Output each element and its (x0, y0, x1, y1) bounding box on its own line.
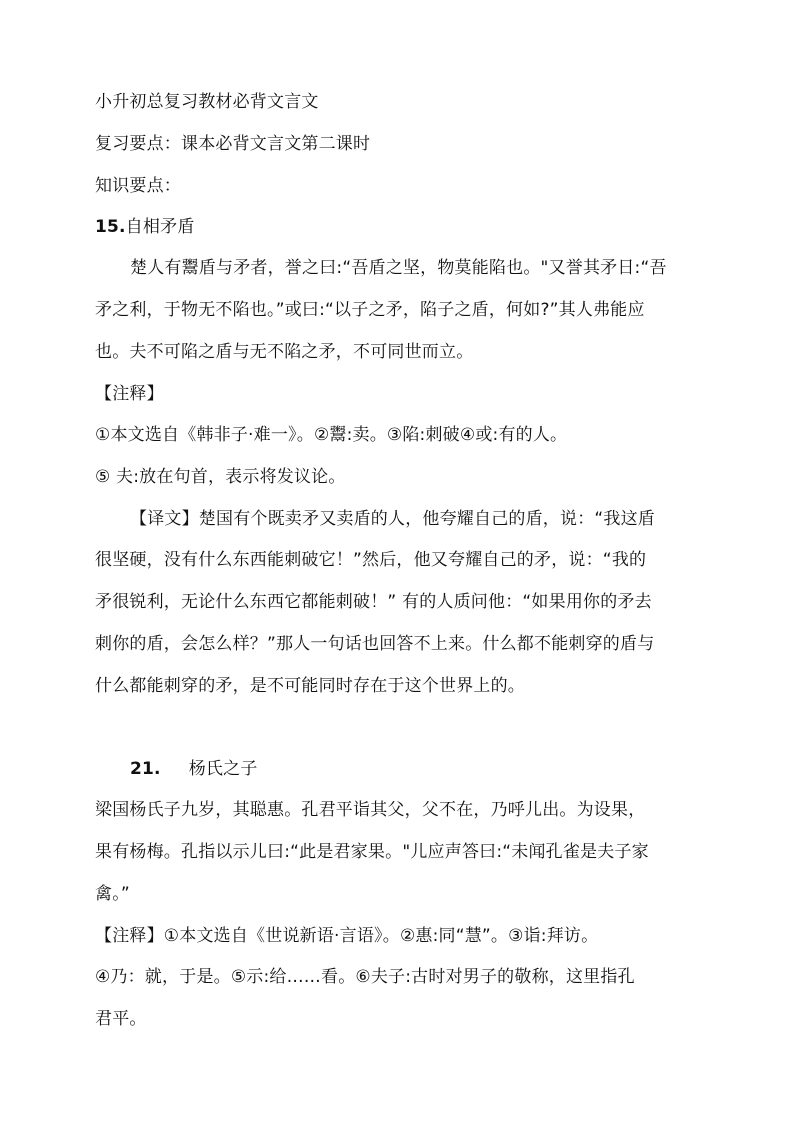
lesson-15-notes-heading: 【注释】 (95, 384, 164, 404)
lesson-21-text-line: 果有杨梅。孔指以示儿曰:“此是君家果。"儿应声答曰:“未闻孔雀是夫子家 (95, 842, 649, 862)
document-title: 小升初总复习教材必背文言文 (95, 92, 319, 112)
lesson-15-translation-line: 刺你的盾，会怎么样？”那人一句话也回答不上来。什么都不能刺穿的盾与 (95, 634, 655, 654)
lesson-21-text-line: 梁国杨氏子九岁，其聪惠。孔君平诣其父，父不在，乃呼儿出。为设果， (95, 800, 646, 820)
review-point: 复习要点：课本必背文言文第二课时 (95, 134, 371, 154)
lesson-21-note-line: ④乃：就，于是。⑤示:给……看。⑥夫子:古时对男子的敬称，这里指孔 (95, 967, 635, 987)
lesson-21-note-line: 君平。 (95, 1009, 147, 1029)
lesson-21-text-line: 禽。” (95, 884, 130, 904)
lesson-15-note-line: ⑤ 夫:放在句首，表示将发议论。 (95, 467, 346, 487)
lesson-21-note-line: 【注释】①本文选自《世说新语·言语》。②惠:同“慧”。③诣:拜访。 (95, 926, 599, 946)
lesson-15-note-line: ①本文选自《韩非子·难一》。②鬻:卖。③陷:刺破④或:有的人。 (95, 425, 568, 445)
lesson-15-text-line: 也。夫不可陷之盾与无不陷之矛，不可同世而立。 (95, 342, 474, 362)
lesson-15-name: 自相矛盾 (125, 217, 195, 237)
lesson-21-heading (130, 759, 258, 779)
lesson-15-translation-line: 矛很锐利，无论什么东西它都能刺破！” 有的人质问他：“如果用你的矛去 (95, 592, 652, 612)
lesson-21-name: 杨氏之子 (188, 759, 258, 779)
knowledge-point: 知识要点： (95, 176, 181, 196)
lesson-21-number: 21. (130, 759, 161, 779)
lesson-15-translation-line: 【译文】楚国有个既卖矛又卖盾的人，他夸耀自己的盾，说：“我这盾 (130, 509, 656, 529)
lesson-15-text-line: 矛之利，于物无不陷也。”或曰:“以子之矛，陷子之盾，何如?”其人弗能应 (95, 300, 645, 320)
lesson-15-translation-line: 什么都能刺穿的矛，是不可能同时存在于这个世界上的。 (95, 676, 525, 696)
lesson-15-number: 15. (95, 217, 126, 237)
lesson-15-heading (95, 217, 195, 237)
lesson-15-translation-line: 很坚硬，没有什么东西能刺破它！”然后，他又夸耀自己的矛，说：“我的 (95, 550, 647, 570)
lesson-15-text-line: 楚人有鬻盾与矛者，誉之曰:“吾盾之坚，物莫能陷也。"又誉其矛日:“吾 (130, 258, 667, 278)
